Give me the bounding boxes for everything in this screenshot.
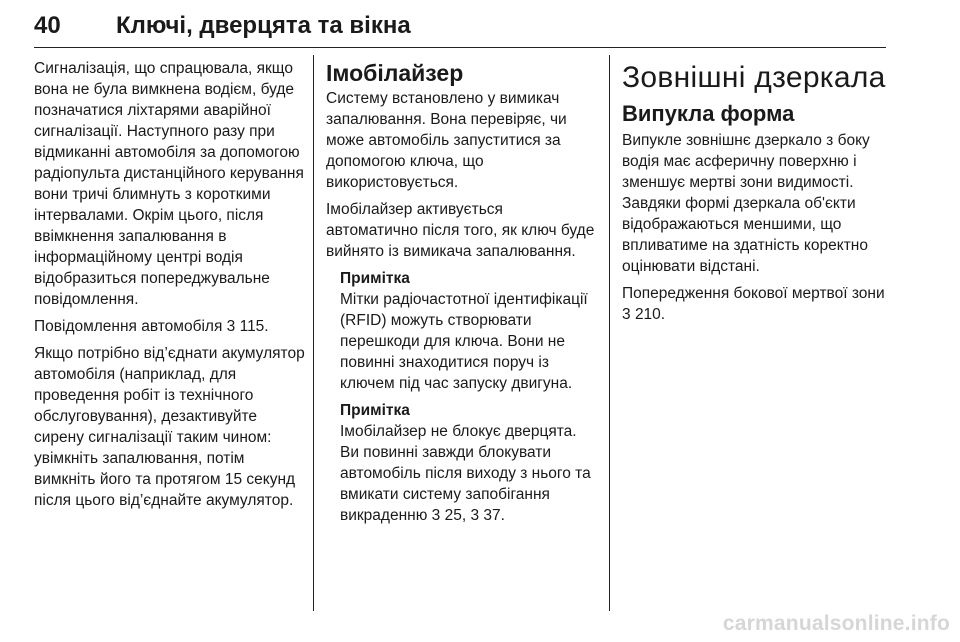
note-rfid (326, 268, 598, 394)
page-number: 40 (34, 12, 61, 39)
convex-shape-subheading: Випукла форма (622, 101, 795, 126)
page-reference: 25, (444, 507, 467, 524)
page-title: Ключі, дверцята та вікна (116, 12, 411, 39)
cross-reference-icon: 3 (226, 318, 236, 335)
column-middle (326, 58, 598, 526)
page-reference: 210. (634, 306, 666, 323)
watermark: carmanualsonline.info (722, 612, 950, 635)
blind-spot-paragraph: Попередження бокової мертвої зони 3 210. (622, 285, 885, 323)
exterior-mirrors-heading: Зовнішні дзеркала (622, 61, 886, 94)
cross-reference-icon: 3 (622, 306, 631, 323)
header-divider (34, 47, 886, 48)
battery-paragraph: Якщо потрібно від’єднати акумулятор автомобіля (наприклад, для проведення робіт із технічного обслуговування), дезактивуйте сирену сигналізації таким чином: увімкніть запалювання, потім вимкніть його та протягом 15 секунд після цього від’єднайте акумулятор. (34, 345, 305, 509)
vehicle-messages-paragraph: Повідомлення автомобіля 3 115. (34, 318, 269, 335)
immobiliser-paragraph-2: Імобілайзер активується автоматично після того, як ключ буде вийнято із вимикача запалювання. (326, 201, 595, 260)
cross-reference-icon: 3 (431, 507, 441, 524)
column-left (34, 58, 306, 511)
note-title: Примітка (340, 402, 410, 419)
note-title: Примітка (340, 270, 410, 287)
note-text: Імобілайзер не блокує дверцята. Ви повинні завжди блокувати автомобіль після виходу з нього та вмикати систему запобігання викраденню 3 25, 3 37. (340, 423, 591, 524)
alarm-paragraph: Сигналізація, що спрацювала, якщо вона не була вимкнена водієм, буде позначатися ліхтарями аварійної сигналізації. Наступного разу при відмиканні автомобіля за допомогою радіопульта дистанційного керування вони тричі блимнуть з короткими інтервалами. Окрім цього, після ввімкнення запалювання в інформаційному центрі водія відобразиться попереджувальне повідомлення. (34, 60, 304, 308)
page-header (34, 10, 886, 46)
column-divider-left (313, 55, 314, 611)
column-right (622, 58, 894, 325)
cross-reference-icon: 3 (470, 507, 480, 524)
convex-mirror-paragraph: Випукле зовнішнє дзеркало з боку водія має асферичну поверхню і зменшує мертві зони видимості. Завдяки формі дзеркала об'єкти відображаються меншими, що впливатиме на здатність коректно оцінювати відстані. (622, 132, 870, 275)
column-divider-right (609, 55, 610, 611)
note-text: Мітки радіочастотної ідентифікації (RFID) можуть створювати перешкоди для ключа. Вони не повинні знаходитися поруч із ключем під час запуску двигуна. (340, 291, 588, 392)
page-reference: 37. (483, 507, 505, 524)
note-locking (326, 400, 598, 526)
page-reference: 115. (239, 318, 269, 335)
immobiliser-paragraph-1: Систему встановлено у вимикач запалювання. Вона перевіряє, чи може автомобіль запуститися за допомогою ключа, що використовується. (326, 90, 567, 191)
immobiliser-heading: Імобілайзер (326, 60, 464, 86)
